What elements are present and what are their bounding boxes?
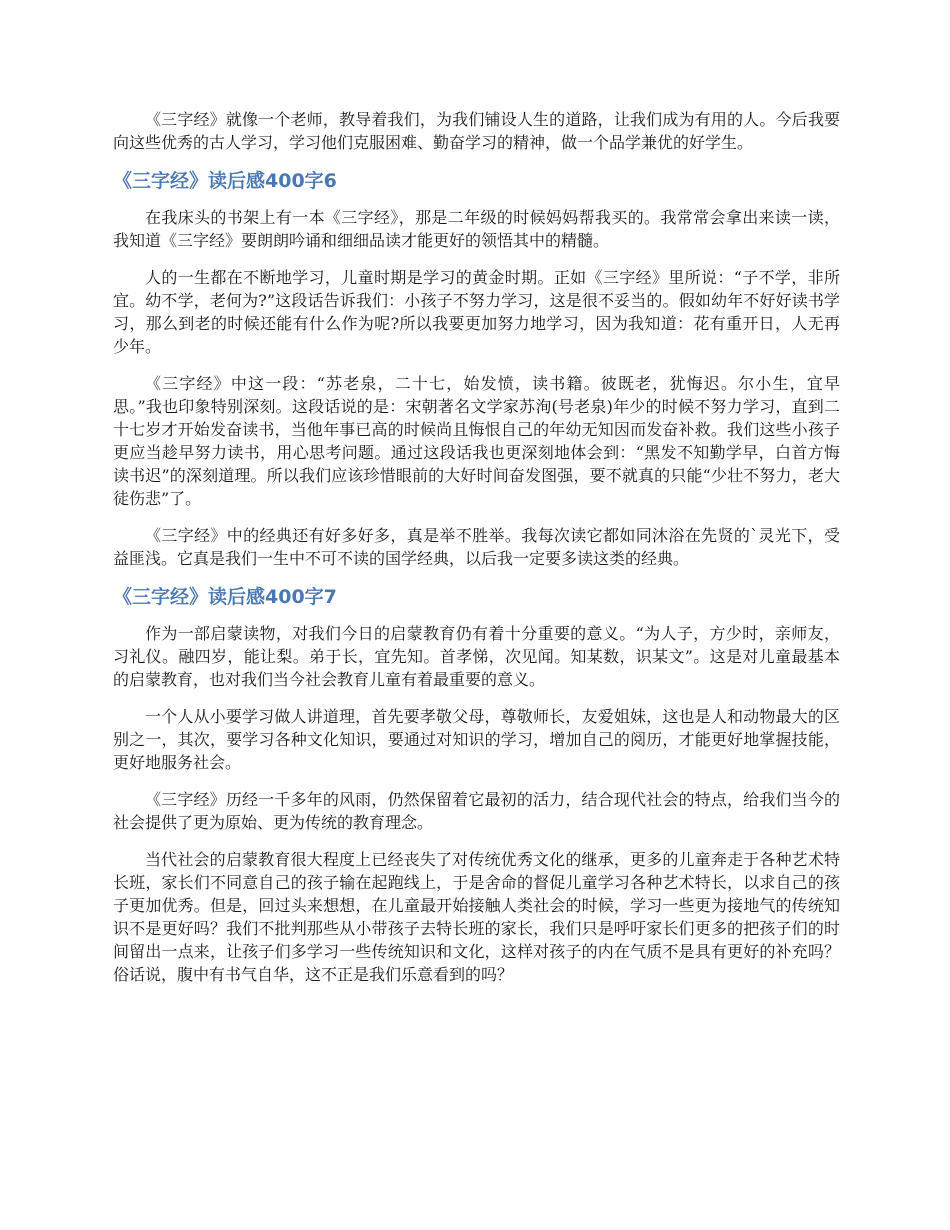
section-6-paragraph-3: 《三字经》中这一段：“苏老泉，二十七，始发愤，读书籍。彼既老，犹悔迟。尔小生，宜早思。”我也印象特别深刻。这段话说的是：宋朝著名文学家苏洵(号老泉)年少的时候不努力学习，直到二十七岁才开始发奋读书，当他年事已高的时候尚且悔恨自己的年幼无知因而发奋补救。我们这些小孩子更应当趁早努力读书，用心思考问题。通过这段话我也更深刻地体会到：“黑发不知勤学早，白首方悔读书迟”的深刻道理。所以我们应该珍惜眼前的大好时间奋发图强，要不就真的只能“少壮不努力，老大徒伤悲”了。	[113, 374, 840, 508]
intro-paragraph: 《三字经》就像一个老师，教导着我们，为我们铺设人生的道路，让我们成为有用的人。今后我要向这些优秀的古人学习，学习他们克服困难、勤奋学习的精神，做一个品学兼优的好学生。	[113, 110, 840, 152]
section-7-paragraph-2: 一个人从小要学习做人讲道理，首先要孝敬父母，尊敬师长，友爱姐妹，这也是人和动物最大的区别之一，其次，要学习各种文化知识，要通过对知识的学习，增加自己的阅历，才能更好地掌握技能，更好地服务社会。	[113, 707, 840, 772]
section-6-paragraph-1: 在我床头的书架上有一本《三字经》，那是二年级的时候妈妈帮我买的。我常常会拿出来读一读，我知道《三字经》要朗朗吟诵和细细品读才能更好的领悟其中的精髓。	[113, 208, 840, 250]
section-7-paragraph-4: 当代社会的启蒙教育很大程度上已经丧失了对传统优秀文化的继承，更多的儿童奔走于各种艺术特长班，家长们不同意自己的孩子输在起跑线上，于是舍命的督促儿童学习各种艺术特长，以求自己的孩子更加优秀。但是，回过头来想想，在儿童最开始接触人类社会的时候，学习一些更为接地气的传统知识不是更好吗？我们不批判那些从小带孩子去特长班的家长，我们只是呼吁家长们更多的把孩子们的时间留出一点来，让孩子们多学习一些传统知识和文化，这样对孩子的内在气质不是具有更好的补充吗？俗话说，腹中有书气自华，这不正是我们乐意看到的吗？	[113, 850, 840, 984]
section-7-paragraph-1: 作为一部启蒙读物，对我们今日的启蒙教育仍有着十分重要的意义。“为人子，方少时，亲师友，习礼仪。融四岁，能让梨。弟于长，宜先知。首孝悌，次见闻。知某数，识某文”。这是对儿童最基本的启蒙教育，也对我们当今社会教育儿童有着最重要的意义。	[113, 624, 840, 689]
section-6-paragraph-4: 《三字经》中的经典还有好多好多，真是举不胜举。我每次读它都如同沐浴在先贤的`灵光下，受益匪浅。它真是我们一生中不可不读的国学经典，以后我一定要多读这类的经典。	[113, 526, 840, 568]
section-7-title: 《三字经》读后感400字7	[113, 586, 337, 608]
section-7-paragraph-3: 《三字经》历经一千多年的风雨，仍然保留着它最初的活力，结合现代社会的特点，给我们当今的社会提供了更为原始、更为传统的教育理念。	[113, 790, 840, 832]
document-page	[113, 108, 840, 1000]
section-6-paragraph-2: 人的一生都在不断地学习，儿童时期是学习的黄金时期。正如《三字经》里所说：“子不学，非所宜。幼不学，老何为?”这段话告诉我们：小孩子不努力学习，这是很不妥当的。假如幼年不好好读书学习，那么到老的时候还能有什么作为呢?所以我要更加努力地学习，因为我知道：花有重开日，人无再少年。	[113, 268, 840, 356]
section-6-title: 《三字经》读后感400字6	[113, 170, 337, 192]
